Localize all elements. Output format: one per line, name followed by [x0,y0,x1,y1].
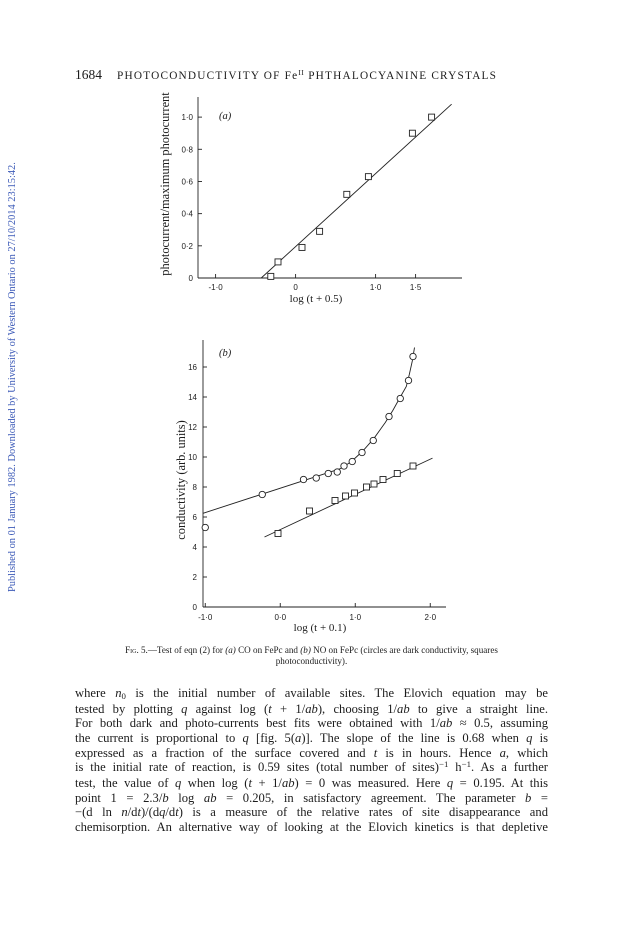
data-point-circle [370,437,376,443]
italic-term: (a) [225,645,236,655]
text-run: is the initial rate of reaction, is 0.59 sites (total number of sites) [75,760,439,775]
text-run: = 0.195. At this [453,775,548,790]
italic-term: q [526,730,533,745]
data-point-circle [410,353,416,359]
text-run: h [448,760,462,775]
fit-curve [203,348,415,514]
y-tick-label: 2 [192,573,197,582]
data-point-square [317,228,323,234]
data-point-square [343,493,349,499]
x-tick-label: 2·0 [424,613,437,622]
text-run: where [75,686,116,700]
data-point-square [307,508,313,514]
fit-line [261,104,451,278]
text-run: log [168,790,204,805]
data-point-circle [334,469,340,475]
data-point-circle [359,449,365,455]
y-axis-label: conductivity (arb. units) [174,420,188,540]
data-point-square [364,484,370,490]
text-run: test, the value of [75,775,175,790]
text-run: For both dark and photo-currents best fits were obtained with 1/ [75,716,440,731]
text-run: is [532,730,548,745]
data-point-square [332,498,338,504]
figure-5b-plot [140,325,460,640]
y-tick-label: 8 [192,483,197,492]
text-run: = 0.205, in satisfactory agreement. The parameter [216,790,525,805]
text-run: /d [127,805,138,820]
y-tick-label: 6 [192,513,197,522]
data-point-circle [349,458,355,464]
data-point-circle [259,491,265,497]
x-tick-label: 1·5 [409,283,422,292]
y-tick-label: 0 [192,603,197,612]
italic-term: t [268,701,272,716]
running-title-main: PHOTOCONDUCTIVITY OF Fe [117,70,299,82]
y-tick-label: 14 [188,393,197,402]
running-title-rest: PHTHALOCYANINE CRYSTALS [304,70,498,82]
x-axis-label: log (t + 0.1) [293,622,347,634]
y-tick-label: 12 [188,423,197,432]
body-text-line [75,716,548,731]
text-run: when log ( [181,775,249,790]
data-point-square [344,191,350,197]
data-point-square [394,471,400,477]
page-number: 1684 [75,67,102,82]
figure-label: Fig. [125,645,139,655]
italic-term: t [175,805,179,820]
text-run: photoconductivity). [275,656,348,666]
panel-label: (a) [219,111,232,122]
italic-term: q [181,701,188,716]
figure-5a-plot [140,80,480,315]
body-text-line [75,731,548,746]
data-point-circle [313,475,319,481]
panel-label: (b) [219,348,232,359]
italic-term: b [162,790,169,805]
superscript: −1 [439,759,449,770]
body-text-line [75,791,548,806]
body-text-line [75,820,548,835]
data-point-square [409,130,415,136]
body-text-line [75,776,548,791]
superscript: −1 [461,759,471,770]
italic-term: (b) [300,645,311,655]
text-run: + 1/ [271,701,306,716]
x-tick-label: -1·0 [198,613,213,622]
x-tick-label: -1·0 [208,283,223,292]
text-run: )/(d [140,805,160,820]
body-text-line [75,686,548,702]
text-run: to give a straight line. [409,701,548,716]
text-run: ) is a measure of the relative rates of site disappearance and [178,805,548,820]
x-tick-label: 1·0 [369,283,382,292]
italic-term: q [446,775,454,790]
caption-line [75,645,548,656]
oxidation-state-superscript: II [298,68,305,77]
data-point-circle [300,476,306,482]
data-point-circle [397,395,403,401]
data-point-square [299,244,305,250]
x-tick-label: 1·0 [349,613,362,622]
text-run: /d [165,805,176,820]
text-run: = [531,790,548,805]
data-point-circle [386,413,392,419]
data-point-circle [341,463,347,469]
text-run: [fig. 5( [248,730,296,745]
y-tick-label: 0·6 [181,177,193,187]
data-point-square [371,481,377,487]
text-run: against log ( [187,701,269,716]
text-run: ) = 0 was measured. Here [294,775,447,790]
y-tick-label: 1·0 [181,113,193,123]
data-point-square [275,531,281,537]
caption-line [75,656,548,667]
body-text-line [75,760,548,776]
y-axis-label: photocurrent/maximum photocurrent [158,92,172,276]
data-point-square [275,259,281,265]
body-paragraph [75,686,548,835]
italic-term: t [373,745,378,760]
x-tick-label: 0·0 [274,613,287,622]
text-run: is in hours. Hence [377,745,500,760]
y-tick-label: 0·2 [181,241,193,251]
y-tick-label: 0·4 [181,209,193,219]
italic-term: ab [203,790,217,805]
data-point-square [352,490,358,496]
italic-term: n [121,805,128,820]
data-point-circle [405,377,411,383]
italic-term: a [499,745,506,760]
italic-term: q [159,805,166,820]
text-run: . As a further [470,760,548,775]
italic-term: ab [397,701,410,716]
x-tick-label: 0 [293,283,298,292]
figure-caption [75,645,548,667]
italic-term: ab [281,775,295,790]
text-run: , which [505,745,549,760]
data-point-circle [202,524,208,530]
y-tick-label: 16 [188,363,197,372]
data-point-square [380,477,386,483]
data-point-square [410,463,416,469]
data-point-circle [325,470,331,476]
italic-term: t [137,805,141,820]
y-tick-label: 10 [188,453,197,462]
text-run: chemisorption. An alternative way of looking at the Elovich kinetics is that depletive [75,819,548,834]
text-run: point 1 = 2.3/ [75,790,163,805]
italic-term: t [248,775,252,790]
text-run: expressed as a fraction of the surface covered and [75,745,374,760]
italic-term: q [174,775,182,790]
text-run: )]. The slope of the line is 0.68 when [301,730,527,745]
text-run: tested by plotting [75,701,182,716]
text-run: is the initial number of available sites. The Elovich equation may be [125,686,548,700]
italic-term: ab [305,701,318,716]
x-axis-label: log (t + 0.5) [289,293,343,305]
y-tick-label: 4 [192,543,197,552]
text-run: CO on FePc and [235,645,301,655]
body-text-line [75,746,548,761]
data-point-square [429,114,435,120]
body-text-line [75,702,548,717]
italic-term: q [242,730,249,745]
text-run: ≈ 0.5, assuming [452,716,548,731]
data-point-square [365,174,371,180]
text-run: 5.—Test of eqn (2) for [138,645,226,655]
body-text-line [75,805,548,820]
text-run: −(d ln [75,805,122,820]
data-point-square [268,273,274,279]
italic-term: ab [439,716,453,731]
text-run: ), choosing 1/ [317,701,398,716]
download-watermark: Published on 01 January 1982. Downloaded by University of Western Ontario on 27/10/2014 23:15:42. [7,162,18,592]
text-run: NO on FePc (circles are dark conductivity, squares [310,645,498,655]
y-tick-label: 0·8 [181,145,193,155]
y-tick-label: 0 [188,274,193,283]
text-run: the current is proportional to [75,730,243,745]
text-run: + 1/ [251,775,282,790]
italic-term: n [115,686,122,700]
subscript: 0 [121,691,126,702]
italic-term: a [295,730,302,745]
italic-term: b [525,790,532,805]
